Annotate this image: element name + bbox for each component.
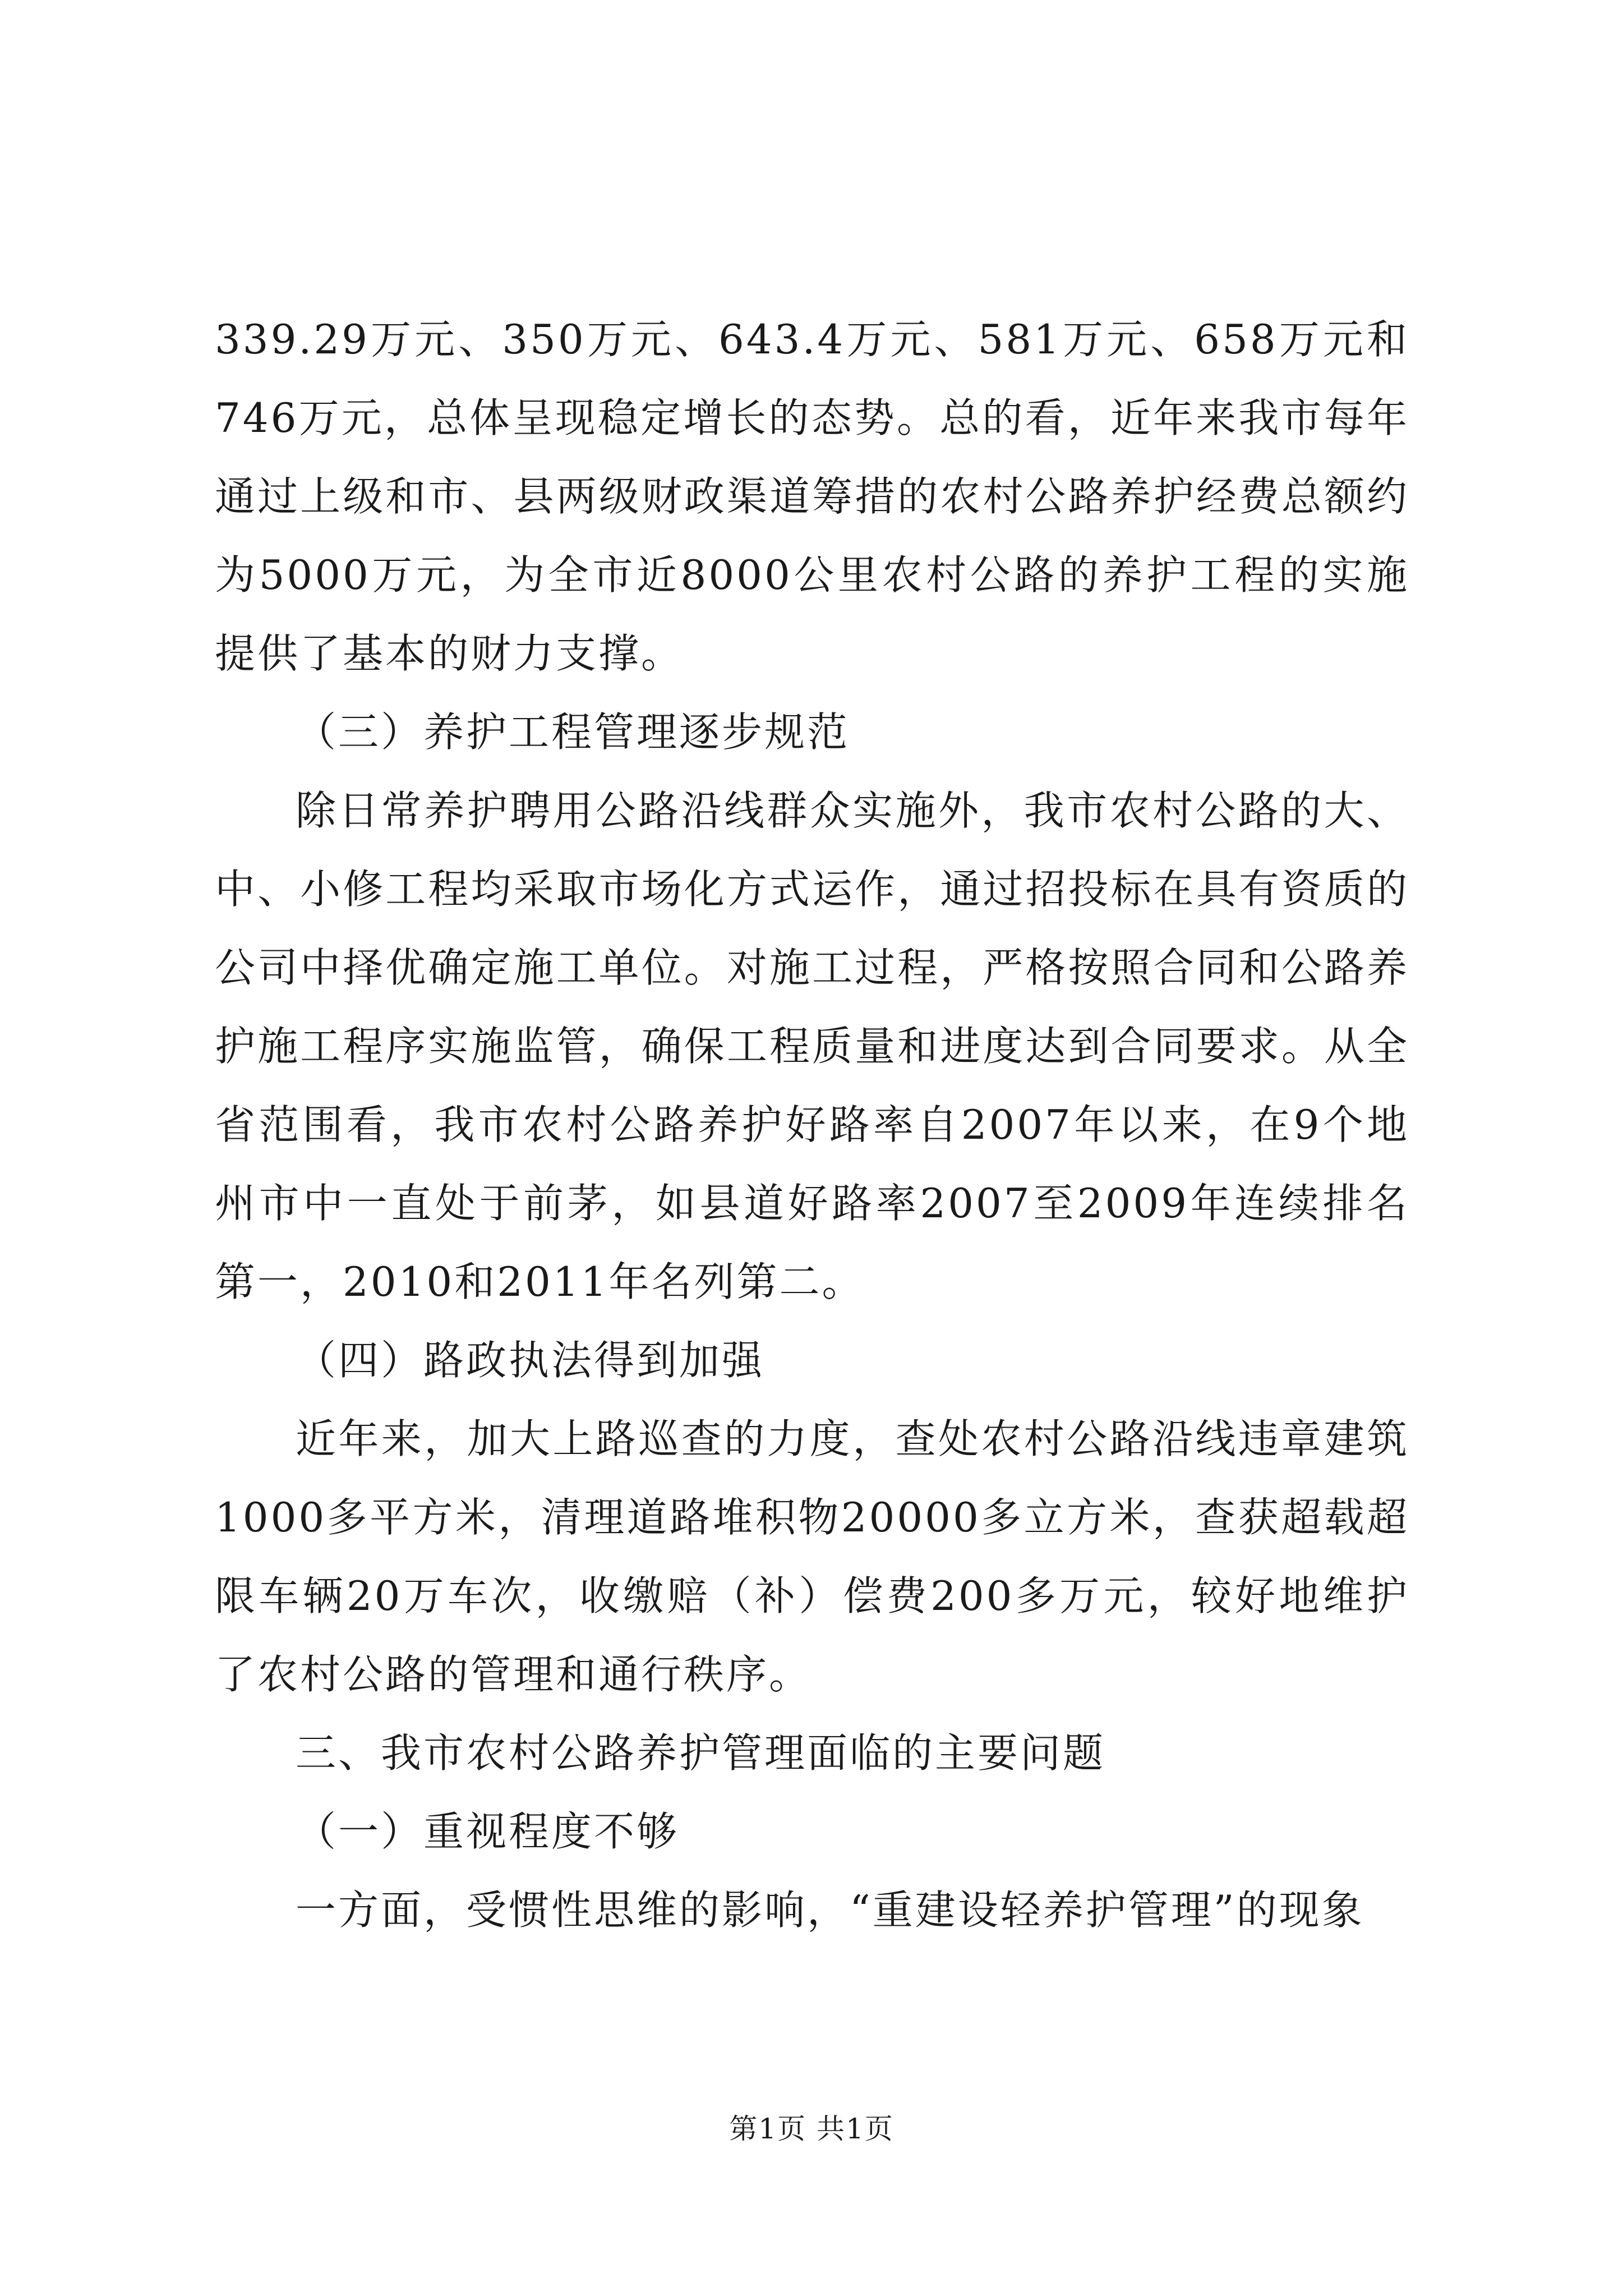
page-number-footer: 第1页 共1页: [729, 2113, 894, 2145]
heading-main-problems: 三、我市农村公路养护管理面临的主要问题: [296, 1729, 1106, 1777]
heading-maintenance-management: （三）养护工程管理逐步规范: [296, 708, 850, 756]
heading-road-law-enforcement: （四）路政执法得到加强: [296, 1337, 765, 1384]
paragraph-maintenance-management: 除日常养护聘用公路沿线群众实施外，我市农村公路的大、中、小修工程均采取市场化方式运作，通过招投标在具有资质的公司中择优确定施工单位。对施工过程，严格按照合同和公路养护施工程序实施监管，确保工程质量和进度达到合同要求。从全省范围看，我市农村公路养护好路率自2007年以来，在9个地州市中一直处于前茅，如县道好路率2007至2009年连续排名第一，2010和2011年名列第二。: [215, 787, 1409, 1305]
paragraph-road-law-enforcement: 近年来，加大上路巡查的力度，查处农村公路沿线违章建筑1000多平方米，清理道路堆积物20000多立方米，查获超载超限车辆20万车次，收缴赔（补）偿费200多万元，较好地维护了农村公路的管理和通行秩序。: [215, 1415, 1409, 1698]
heading-insufficient-attention: （一）重视程度不够: [296, 1808, 680, 1855]
paragraph-insufficient-attention: 一方面，受惯性思维的影响，“重建设轻养护管理”的现象: [296, 1887, 1364, 1934]
document-body: [215, 300, 1409, 1949]
paragraph-funding-summary: 339.29万元、350万元、643.4万元、581万元、658万元和746万元，总体呈现稳定增长的态势。总的看，近年来我市每年通过上级和市、县两级财政渠道筹措的农村公路养护经费总额约为5000万元，为全市近8000公里农村公路的养护工程的实施提供了基本的财力支撑。: [215, 316, 1409, 677]
